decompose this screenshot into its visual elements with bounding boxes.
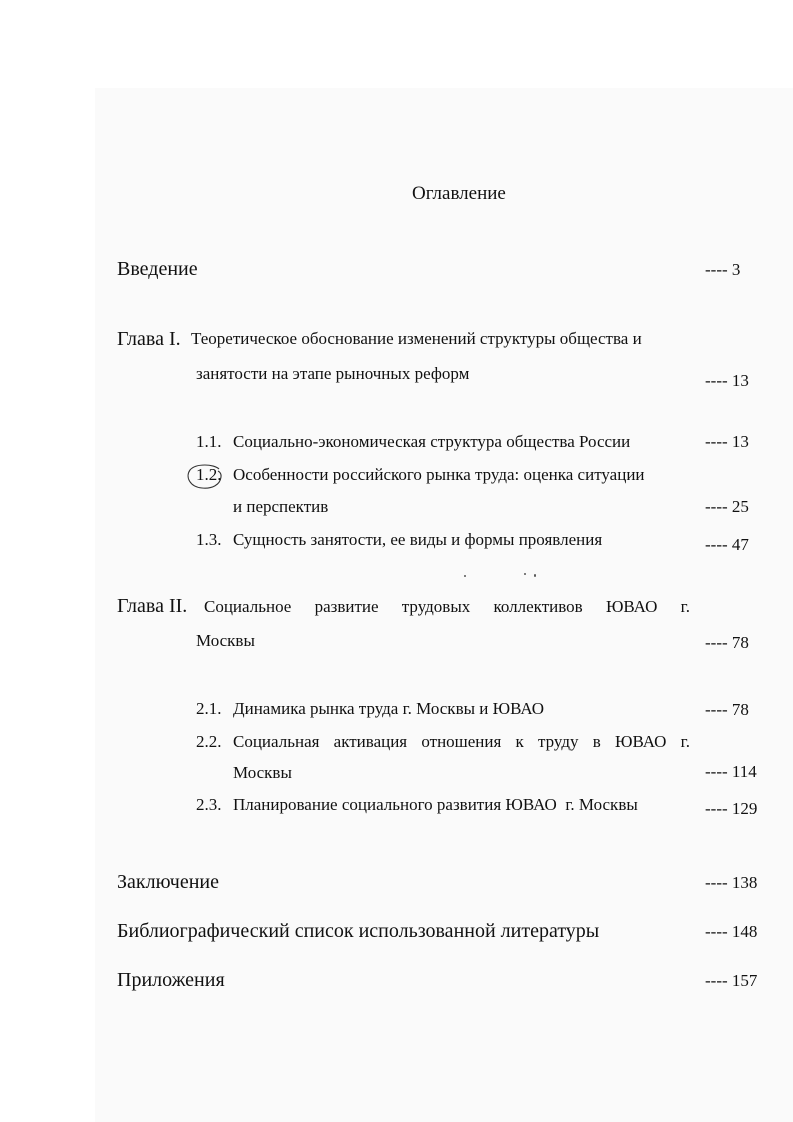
section-2-2-title-word: активация <box>333 732 408 751</box>
section-2-2-title-word: к <box>515 732 524 751</box>
chapter2-title-word: развитие <box>314 597 379 616</box>
section-2-2-title-word: г. <box>680 732 690 751</box>
section-2-1-num: 2.1. <box>196 699 222 718</box>
chapter2-label: Глава II. <box>117 595 188 617</box>
section-2-3-title: Планирование социального развития ЮВАО г. Москвы <box>233 795 638 814</box>
chapter2-title-word: коллективов <box>493 597 583 616</box>
section-2-1-title: Динамика рынка труда г. Москвы и ЮВАО <box>233 699 545 718</box>
section-2-3-num: 2.3. <box>196 795 222 814</box>
section-2-2-title-line2: Москвы <box>233 763 292 782</box>
section-1-3-num: 1.3. <box>196 530 222 549</box>
toc-conclusion-page: ---- 138 <box>705 873 758 892</box>
section-1-1-title: Социально-экономическая структура общества России <box>233 432 631 451</box>
section-2-2-title-word: отношения <box>421 732 502 751</box>
scan-speck <box>464 575 466 577</box>
toc-conclusion-label: Заключение <box>117 871 219 893</box>
toc-bibliography-label: Библиографический список использованной литературы <box>117 920 600 942</box>
section-1-3-title: Сущность занятости, ее виды и формы проявления <box>233 530 603 549</box>
section-1-2-title-line2: и перспектив <box>233 497 329 516</box>
toc-bibliography-page: ---- 148 <box>705 922 758 941</box>
section-2-2-num: 2.2. <box>196 732 222 751</box>
section-2-2-title-line1 <box>233 732 690 752</box>
section-2-3-page: ---- 129 <box>705 799 758 818</box>
chapter2-title-line2: Москвы <box>196 631 255 650</box>
section-1-3-page: ---- 47 <box>705 535 749 554</box>
scan-speck <box>524 573 526 575</box>
section-1-2-page: ---- 25 <box>705 497 749 516</box>
chapter2-title-word: ЮВАО <box>605 597 658 616</box>
scan-speck <box>534 574 536 577</box>
section-1-1-num: 1.1. <box>196 432 222 451</box>
section-2-2-title-word: в <box>592 732 601 751</box>
section-1-2-title-line1: Особенности российского рынка труда: оценка ситуации <box>233 465 645 484</box>
toc-intro-label: Введение <box>117 258 198 280</box>
chapter2-title-word: г. <box>680 597 690 616</box>
section-1-1-page: ---- 13 <box>705 432 749 451</box>
section-2-1-page: ---- 78 <box>705 700 749 719</box>
chapter2-title-line1 <box>204 597 690 617</box>
section-2-2-title-word: Социальная <box>233 732 320 751</box>
section-2-2-title-word: ЮВАО <box>614 732 667 751</box>
chapter2-page: ---- 78 <box>705 633 749 652</box>
chapter1-title-line2: занятости на этапе рыночных реформ <box>196 364 470 383</box>
section-1-2-num: 1.2. <box>196 465 222 484</box>
section-2-2-page: ---- 114 <box>705 762 757 781</box>
section-2-2-title-word: труду <box>538 732 579 751</box>
toc-appendix-label: Приложения <box>117 969 225 991</box>
page-title: Оглавление <box>412 183 506 204</box>
chapter2-title-word: трудовых <box>401 597 471 616</box>
toc-intro-page: ---- 3 <box>705 260 741 279</box>
chapter1-title-line1: Теоретическое обоснование изменений структуры общества и <box>191 329 642 348</box>
chapter2-title-word: Социальное <box>204 597 292 616</box>
chapter1-page: ---- 13 <box>705 371 749 390</box>
chapter1-label: Глава I. <box>117 328 181 350</box>
toc-appendix-page: ---- 157 <box>705 971 758 990</box>
